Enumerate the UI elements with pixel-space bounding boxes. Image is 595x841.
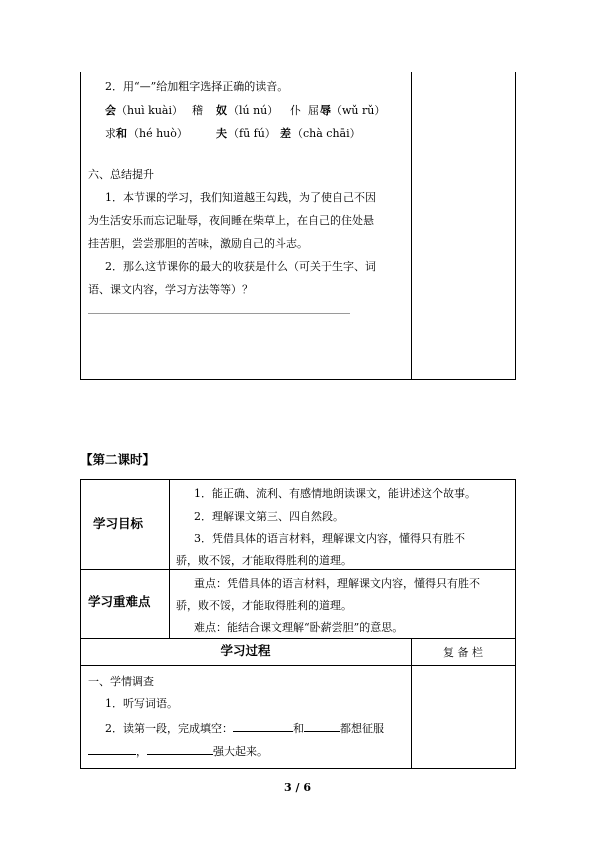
pinyin-hui: （huì kuài）	[116, 104, 184, 117]
answer-line[interactable]	[88, 313, 350, 314]
question-2-stem: 2．用“—”给加粗字选择正确的读音。	[105, 80, 289, 93]
goal-3-line-1: 3．凭借具体的语言材料，理解课文内容，懂得只有胜不	[194, 532, 465, 545]
blank-2[interactable]	[304, 720, 340, 732]
dictation-item: 1．听写词语。	[105, 697, 178, 710]
word-qiu: 求	[105, 127, 116, 140]
blank-3[interactable]	[88, 743, 136, 755]
fill-blank-conquer: 都想征服	[340, 722, 384, 735]
fill-blank-comma: ，	[136, 745, 147, 758]
summary-para-1-line-2: 为生活安乐而忘记耻辱，夜间睡在柴草上，在自己的住处悬	[88, 214, 374, 227]
lesson-2-title: 【第二课时】	[80, 452, 156, 467]
fill-blank-line-1	[105, 720, 384, 736]
fill-blank-line-2	[88, 743, 268, 759]
summary-para-1-line-1: 1．本节课的学习，我们知道越王勾践，为了使自己不因	[105, 191, 376, 204]
word-pu: 仆	[290, 104, 301, 117]
pinyin-ru: （wǔ rǔ）	[331, 104, 386, 117]
fill-blank-end: 强大起来。	[213, 745, 268, 758]
word-cha-bold: 差	[280, 127, 291, 140]
goal-1: 1．能正确、流利、有感情地朗读课文，能讲述这个故事。	[194, 487, 476, 500]
word-he-bold: 和	[116, 127, 127, 140]
summary-para-1-line-3: 挂苦胆，尝尝那胆的苦味，激励自己的斗志。	[88, 237, 308, 250]
fill-blank-prompt: 2．读第一段，完成填空：	[105, 722, 233, 735]
keypoint-1-line-2: 骄，败不馁，才能取得胜利的道理。	[176, 599, 352, 612]
word-hui-bold: 会	[105, 104, 116, 117]
keypoints-label: 学习重难点	[88, 594, 151, 609]
review-column-header: 复 备 栏	[443, 646, 483, 659]
pinyin-nu: （lú nú）	[228, 104, 279, 117]
keypoint-1-line-1: 重点：凭借具体的语言材料，理解课文内容，懂得只有胜不	[194, 577, 480, 590]
section-6-title: 六、总结提升	[88, 168, 154, 181]
fill-blank-and: 和	[293, 722, 304, 735]
word-ru-bold: 辱	[320, 104, 331, 117]
word-qu: 屈	[308, 104, 319, 117]
summary-para-2-line-2: 语、课文内容，学习方法等等）？	[88, 283, 253, 296]
word-nu-bold: 奴	[216, 104, 227, 117]
page-number: 3 / 6	[284, 781, 311, 794]
pinyin-he: （hé huò）	[128, 127, 188, 140]
goals-label: 学习目标	[93, 516, 144, 531]
section-1-title: 一、学情调查	[88, 675, 154, 688]
goal-3-line-2: 骄，败不馁，才能取得胜利的道理。	[176, 554, 352, 567]
pinyin-fu: （fū fú）	[228, 127, 276, 140]
summary-para-2-line-1: 2．那么这节课你的最大的收获是什么（可关于生字、词	[105, 260, 376, 273]
blank-1[interactable]	[233, 720, 293, 732]
pinyin-cha: （chà chāi）	[292, 127, 361, 140]
process-header: 学习过程	[220, 643, 271, 658]
goal-2: 2．理解课文第三、四自然段。	[194, 510, 344, 523]
blank-4[interactable]	[147, 743, 213, 755]
keypoint-2: 难点：能结合课文理解“卧薪尝胆”的意思。	[194, 621, 404, 634]
word-ji: 稽	[192, 104, 203, 117]
word-fu-bold: 夫	[216, 127, 227, 140]
